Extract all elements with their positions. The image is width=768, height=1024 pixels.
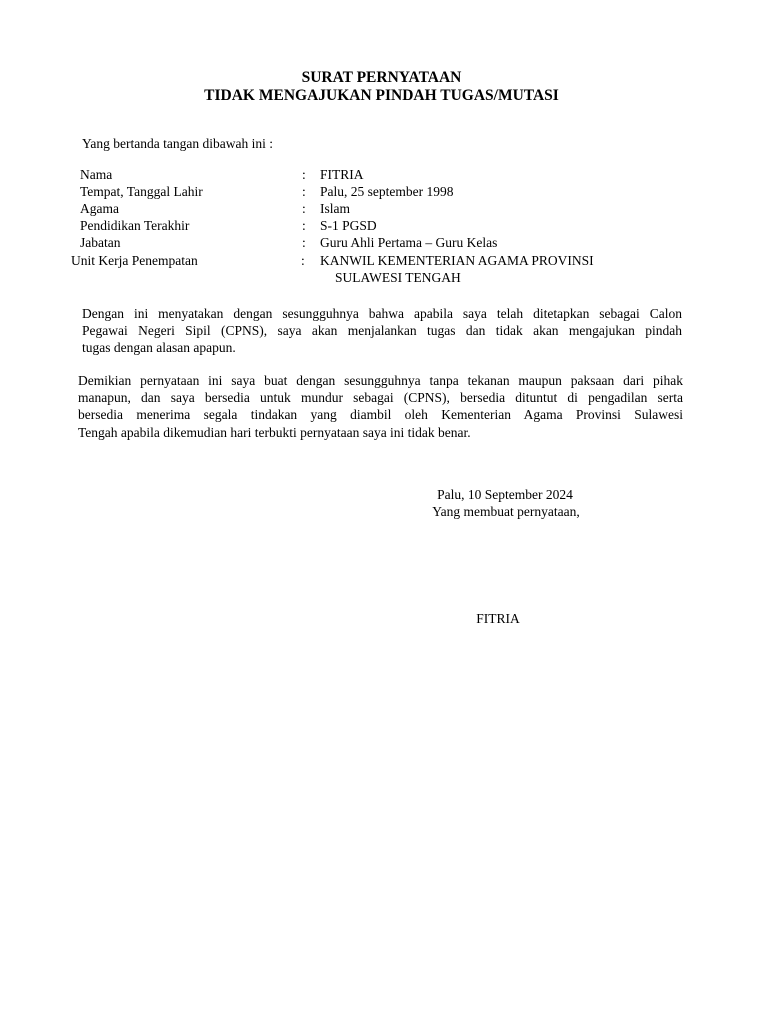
statement-paragraph: [82, 305, 682, 357]
field-value-unit-kerja: KANWIL KEMENTERIAN AGAMA PROVINSI: [320, 253, 594, 268]
field-separator: :: [302, 218, 306, 233]
field-label-jabatan: Jabatan: [80, 235, 121, 250]
field-label-agama: Agama: [80, 201, 119, 216]
paragraph-line: manapun, dan saya bersedia untuk mundur sebagai (CPNS), bersedia dituntut di pengadilan serta: [78, 390, 683, 406]
field-separator: :: [301, 253, 305, 268]
place-date: Palu, 10 September 2024: [437, 487, 573, 502]
paragraph-line: Tengah apabila dikemudian hari terbukti pernyataan saya ini tidak benar.: [78, 424, 471, 440]
signer-name: FITRIA: [476, 611, 520, 626]
document-subtitle: TIDAK MENGAJUKAN PINDAH TUGAS/MUTASI: [204, 87, 559, 104]
declaration-paragraph: [78, 372, 683, 441]
field-separator: :: [302, 201, 306, 216]
paragraph-line: Dengan ini menyatakan dengan sesungguhnya bahwa apabila saya telah ditetapkan sebagai Calon: [82, 306, 682, 321]
signer-caption: Yang membuat pernyataan,: [432, 504, 580, 519]
paragraph-line: bersedia menerima segala tindakan yang diambil oleh Kementerian Agama Provinsi Sulawesi: [78, 407, 683, 423]
paragraph-line: Demikian pernyataan ini saya buat dengan sesungguhnya tanpa tekanan maupun paksaan dari pihak: [78, 373, 683, 388]
field-label-pendidikan: Pendidikan Terakhir: [80, 218, 190, 233]
field-value-jabatan: Guru Ahli Pertama – Guru Kelas: [320, 235, 498, 250]
field-label-nama: Nama: [80, 167, 113, 182]
field-value-pendidikan: S-1 PGSD: [320, 218, 377, 233]
paragraph-line: tugas dengan alasan apapun.: [82, 340, 236, 356]
field-separator: :: [302, 235, 306, 250]
field-value-birth: Palu, 25 september 1998: [320, 184, 454, 199]
field-separator: :: [302, 167, 306, 182]
document-title: SURAT PERNYATAAN: [301, 69, 462, 86]
field-separator: :: [302, 184, 306, 199]
field-value-agama: Islam: [320, 201, 350, 216]
field-value-unit-kerja-cont: SULAWESI TENGAH: [335, 270, 461, 285]
field-value-nama: FITRIA: [320, 167, 364, 182]
field-label-birth: Tempat, Tanggal Lahir: [80, 184, 203, 199]
field-label-unit-kerja: Unit Kerja Penempatan: [71, 253, 198, 268]
intro-text: Yang bertanda tangan dibawah ini :: [82, 136, 273, 151]
paragraph-line: Pegawai Negeri Sipil (CPNS), saya akan menjalankan tugas dan tidak akan mengajukan pindah: [82, 323, 682, 339]
